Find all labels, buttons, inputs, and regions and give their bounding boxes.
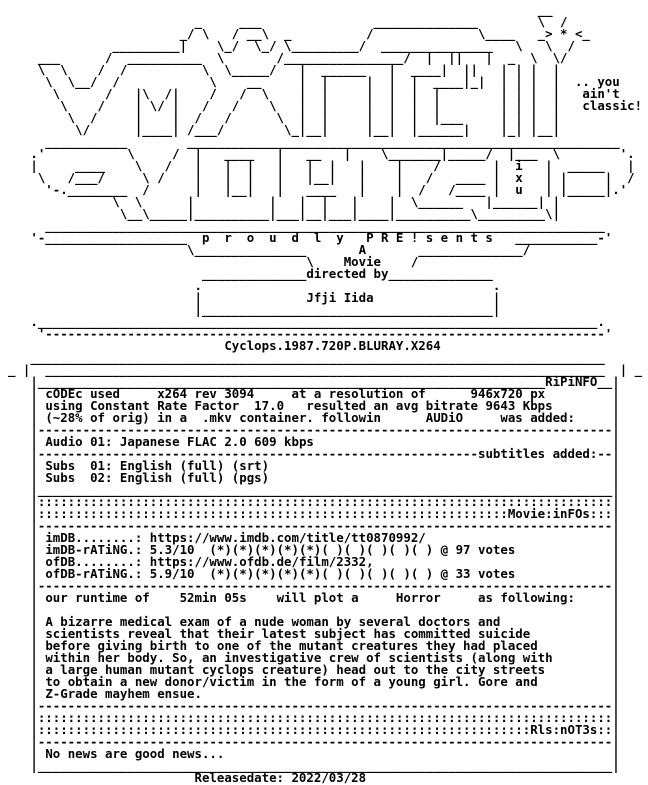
ripinfo-line: (~28% of orig) in a .mkv container. followin AUDiO was added: [45, 410, 605, 425]
release-notes-heading: Rls:nOT3s [530, 722, 598, 737]
plot-line: to obtain a new donor/victim in the form of a young girl. Gore and [45, 674, 605, 689]
ascii-art-line: \ Movie / [8, 254, 419, 269]
movie-info-line: imDB-rATiNG.: 5.3/10 (*)(*)(*)(*)(*)( )( )( )( )( ) @ 97 votes [45, 542, 605, 557]
ascii-art-line: _________| \_/ \_/ \_________/ _______________ \ \ / [8, 38, 575, 53]
ascii-art-line: . . [8, 278, 501, 293]
release-date: Releasedate: 2022/03/28 [194, 770, 367, 785]
ascii-art-line: Cyclops.1987.720P.BLURAY.X264 [8, 338, 441, 353]
ascii-art-line: '-.________ / | |__| | ____ | | / /____ | u | |_____|.' [8, 182, 628, 197]
plot-line: within her body. So, an investigative crew of scientists (along with [45, 650, 605, 665]
plot-line: scientists reveal that their latest subject has committed suicide [45, 626, 605, 641]
nfo-text: __ _ ___ ______________ \ / _/ \ / __\ _ / \____ _> * <_ _________| \_/ \_/ \_________/ _______________ \ \ / ___ / __________ \ /________________/ | || | _ \ \/ \ \ / / \ \_____/ | ______ | ____| || | | | | \ \__/ / \ __ | | | | | ____|_| | | | | .. you \ / |\ /| / / \ | | | | | | | | | | ain't \ / | \/ | / / \ | | | | | | | | | | classic! \ / | | / / \ | | | | | |___ | | | | \/ |____| /___/ \_|__| |__| |______| |_| |__| ___________ __________________________________________________________ .' \ / | ____ | __ | \_______|_____/ |___ \ '. | ____ \ / | | | | | | | | / | i | _____ | \ /___/ \ / | | | | |__| | | / ____ | x | | | / '-.________ / | |__| | ____ | | / /____ | u | |_____|.' \ \ | | | | | | \______ |______| | \__\_____|__________|___|__|___|____|__________\_________\| ___________________________________________________________________________ '-___________________ p r o u d l y P R E ! s e n t s ___________-' \_______________ A ______________/ \ Movie / ______________directed by______________ . . | Jfji Iida | |_______________________________________| .___________________________________________________________________________. '---------------------------------------------------------------------------' Cyclops.1987.720P.BLURAY.X264 _____________________________________________________________________________ _ | ___________________________________________________________________________ | _ |____________________________________________________________________RiPiNFO__| | cODEc used x264 rev 3094 at a resolution of 946x720 px | | using Constant Rate Factor 17.0 resulted an avg bitrate 9643 Kbps | | (~28% of orig) in a .mkv container. followin AUDiO was added: | |-----------------------------------------------------------------------------| | Audio 01: Japanese FLAC 2.0 609 kbps | |-----------------------------------------------------------subtitles added:--| | Subs 01: English (full) (srt) | | Subs 02: English (full) (pgs) | |_____________________________________________________________________________| |:::::::::::::::::::::::::::::::::::::::::::::::::::::::::::::::::::::::::::::| |:::::::::::::::::::::::::::::::::::::::::::::::::::::::::::::::Movie:inFOs:::| |-----------------------------------------------------------------------------| | imDB........: https://www.imdb.com/title/tt0870992/ | | imDB-rATiNG.: 5.3/10 (*)(*)(*)(*)(*)( )( )( )( )( ) @ 97 votes | | ofDB........: https://www.ofdb.de/film/2332, | | ofDB-rATiNG.: 5.9/10 (*)(*)(*)(*)(*)( )( )( )( )( ) @ 33 votes | |-----------------------------------------------------------------------------| | our runtime of 52min 05s will plot a Horror as following: | | | | A bizarre medical exam of a nude woman by several doctors and | | scientists reveal that their latest subject has committed suicide | | before giving birth to one of the mutant creatures they had placed | | within her body. So, an investigative crew of scientists (along with | | a large human mutant cyclops creature) head out to the city streets | | to obtain a new donor/victim in the form of a young girl. Gore and | | Z-Grade mayhem ensue. | |-----------------------------------------------------------------------------| |:::::::::::::::::::::::::::::::::::::::::::::::::::::::::::::::::::::::::::::| |::::::::::::::::::::::::::::::::::::::::::::::::::::::::::::::::::Rls:nOT3s::| |-----------------------------------------------------------------------------| | No news are good news... | |_____________________________________________________________________________| Releasedate: 2022/03/28 [8, 2, 643, 785]
ascii-art-line: _ ___ ______________ \ / [8, 14, 568, 29]
movie-info-line: ofDB........: https://www.ofdb.de/film/2332, [45, 554, 605, 569]
plot-line: a large human mutant cyclops creature) head out to the city streets [45, 662, 605, 677]
ascii-art-line: _/ \ / __\ _ / \____ _> * <_ [8, 26, 590, 41]
ascii-art-line: __ [8, 2, 553, 17]
news-line: No news are good news... [45, 746, 605, 761]
ascii-art-line: \ /___/ \ / | | | | |__| | | / ____ | x | | | / [8, 170, 635, 185]
ripinfo-line: cODEc used x264 rev 3094 at a resolution of 946x720 px [45, 386, 605, 401]
ripinfo-line: using Constant Rate Factor 17.0 resulted an avg bitrate 9643 Kbps [45, 398, 605, 413]
ascii-art-line: \_______________ A ______________/ [8, 242, 531, 257]
ascii-art-line: ___________ __________________________________________________________ [8, 134, 620, 149]
ascii-art-line: .___________________________________________________________________________. [8, 314, 605, 329]
ascii-art-line: '---------------------------------------------------------------------------' [8, 326, 613, 341]
ascii-art-line: '-___________________ p r o u d l y P R E ! s e n t s ___________-' [8, 230, 613, 245]
ascii-art-line: \__\_____|__________|___|__|___|____|__________\_________\| [8, 206, 561, 221]
ascii-art-line: ______________directed by______________ [8, 266, 493, 281]
plot-line: before giving birth to one of the mutant creatures they had placed [45, 638, 605, 653]
subtitle-line: Subs 01: English (full) (srt) [45, 458, 605, 473]
movie-info-line: ofDB-rATiNG.: 5.9/10 (*)(*)(*)(*)(*)( )( )( )( )( ) @ 33 votes [45, 566, 605, 581]
ascii-art-line: _____________________________________________________________________________ [8, 350, 605, 365]
ascii-art-line: ___ / __________ \ /________________/ | || | _ \ \/ [8, 50, 568, 65]
ascii-art-line: |_______________________________________| [8, 302, 501, 317]
movieinfo-heading: Movie:inFOs: [507, 506, 598, 521]
ripinfo-heading: RiPiNFO [545, 374, 598, 389]
ascii-art-line: \ / | | / / \ | | | | | |___ | | | | [8, 110, 561, 125]
audio-line: Audio 01: Japanese FLAC 2.0 609 kbps [45, 434, 605, 449]
ascii-art-line: \/ |____| /___/ \_|__| |__| |______| |_| |__| [8, 122, 561, 137]
subtitle-line: Subs 02: English (full) (pgs) [45, 470, 605, 485]
ascii-art-line: _ | ___________________________________________________________________________ | _ [8, 362, 643, 377]
runtime-line: our runtime of 52min 05s will plot a Horror as following: [45, 590, 605, 605]
plot-line: A bizarre medical exam of a nude woman by several doctors and [45, 614, 605, 629]
ascii-art-line: | Jfji Iida | [8, 290, 501, 305]
ascii-art-line: \ \__/ / \ __ | | | | | ____|_| | | | | .. you [8, 74, 620, 89]
ascii-art-line: \ / | \/ | / / \ | | | | | | | | | | classic! [8, 98, 643, 113]
subtitles-heading: subtitles added: [477, 446, 598, 461]
ascii-art-line: \ / |\ /| / / \ | | | | | | | | | | ain't [8, 86, 620, 101]
ascii-art-line: \ \ | | | | | | \______ |______| | [8, 194, 561, 209]
movie-info-line: imDB........: https://www.imdb.com/title/tt0870992/ [45, 530, 605, 545]
plot-line: Z-Grade mayhem ensue. [45, 686, 605, 701]
ascii-art-line: | ____ \ / | | | | | | | | / | i | _____ | [8, 158, 635, 173]
ascii-art-line: .' \ / | ____ | __ | \_______|_____/ |___ \ '. [8, 146, 635, 161]
ascii-art-line: ___________________________________________________________________________ [8, 218, 605, 233]
ascii-art-line: \ \ / / \ \_____/ | ______ | ____| || | | | | [8, 62, 561, 77]
